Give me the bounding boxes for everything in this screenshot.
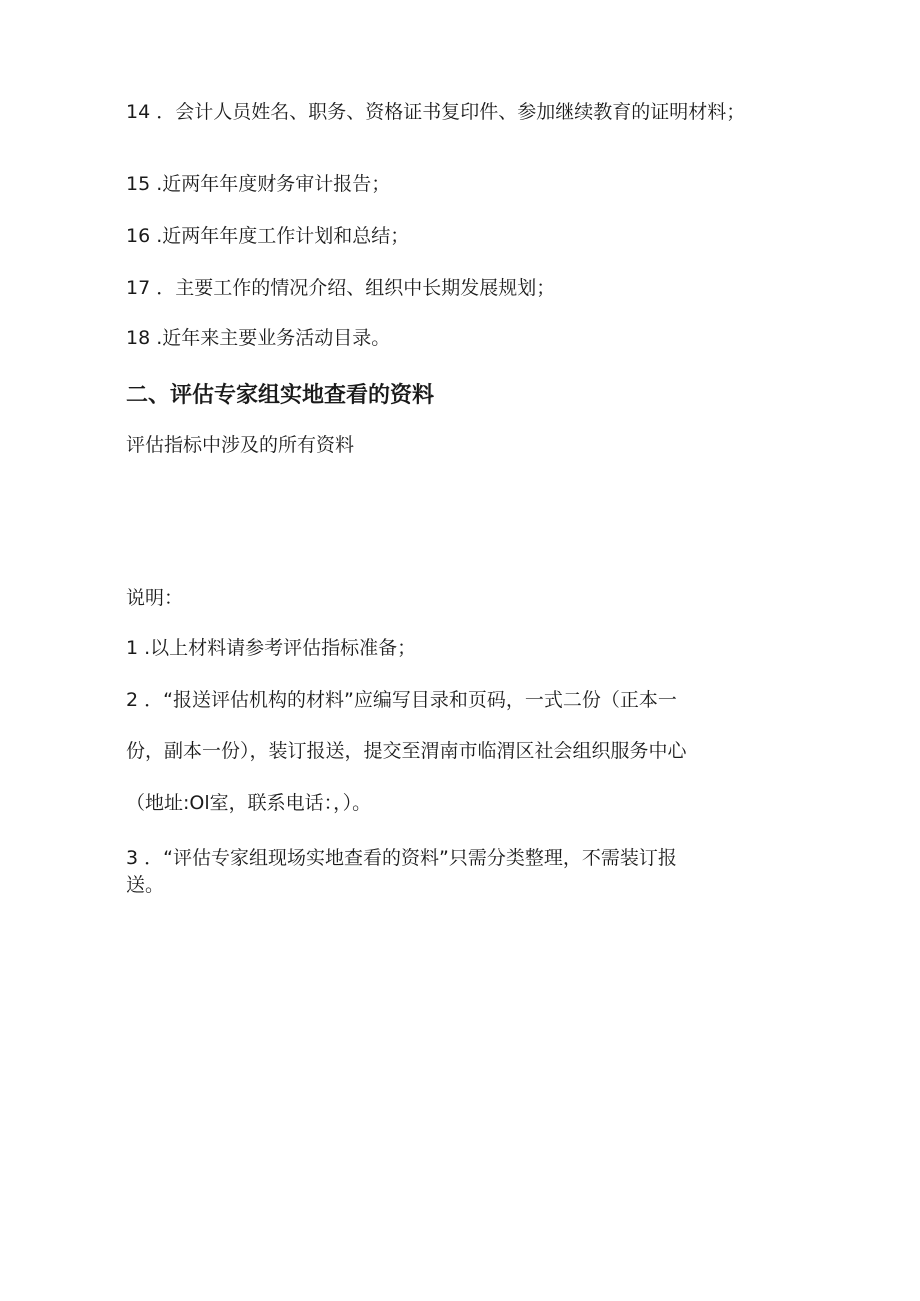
section-body: 评估指标中涉及的所有资料 (126, 434, 355, 456)
note-item-2-line-3: （地址:Ol室，联系电话：，）。 (126, 792, 372, 814)
list-item-18: 18 .近年来主要业务活动目录。 (126, 327, 391, 349)
note-item-2-line-2: 份，副本一份），装订报送，提交至渭南市临渭区社会组织服务中心 (126, 740, 687, 762)
note-item-2-line-1: 2 ．“报送评估机构的材料”应编写目录和页码，一式二份（正本一 (126, 689, 677, 711)
section-heading: 二、评估专家组实地查看的资料 (126, 383, 435, 408)
list-item-15: 15 .近两年年度财务审计报告； (126, 173, 391, 195)
note-item-3-line-2: 送。 (126, 874, 165, 896)
note-item-3-line-1: 3 ．“评估专家组现场实地查看的资料”只需分类整理，不需装订报 (126, 847, 677, 869)
notes-title: 说明： (126, 587, 184, 609)
list-item-16: 16 .近两年年度工作计划和总结； (126, 225, 410, 247)
list-item-14: 14 ．会计人员姓名、职务、资格证书复印件、参加继续教育的证明材料； (126, 101, 746, 123)
note-item-1: 1 .以上材料请参考评估指标准备； (126, 637, 417, 659)
list-item-17: 17 ．主要工作的情况介绍、组织中长期发展规划； (126, 277, 556, 299)
